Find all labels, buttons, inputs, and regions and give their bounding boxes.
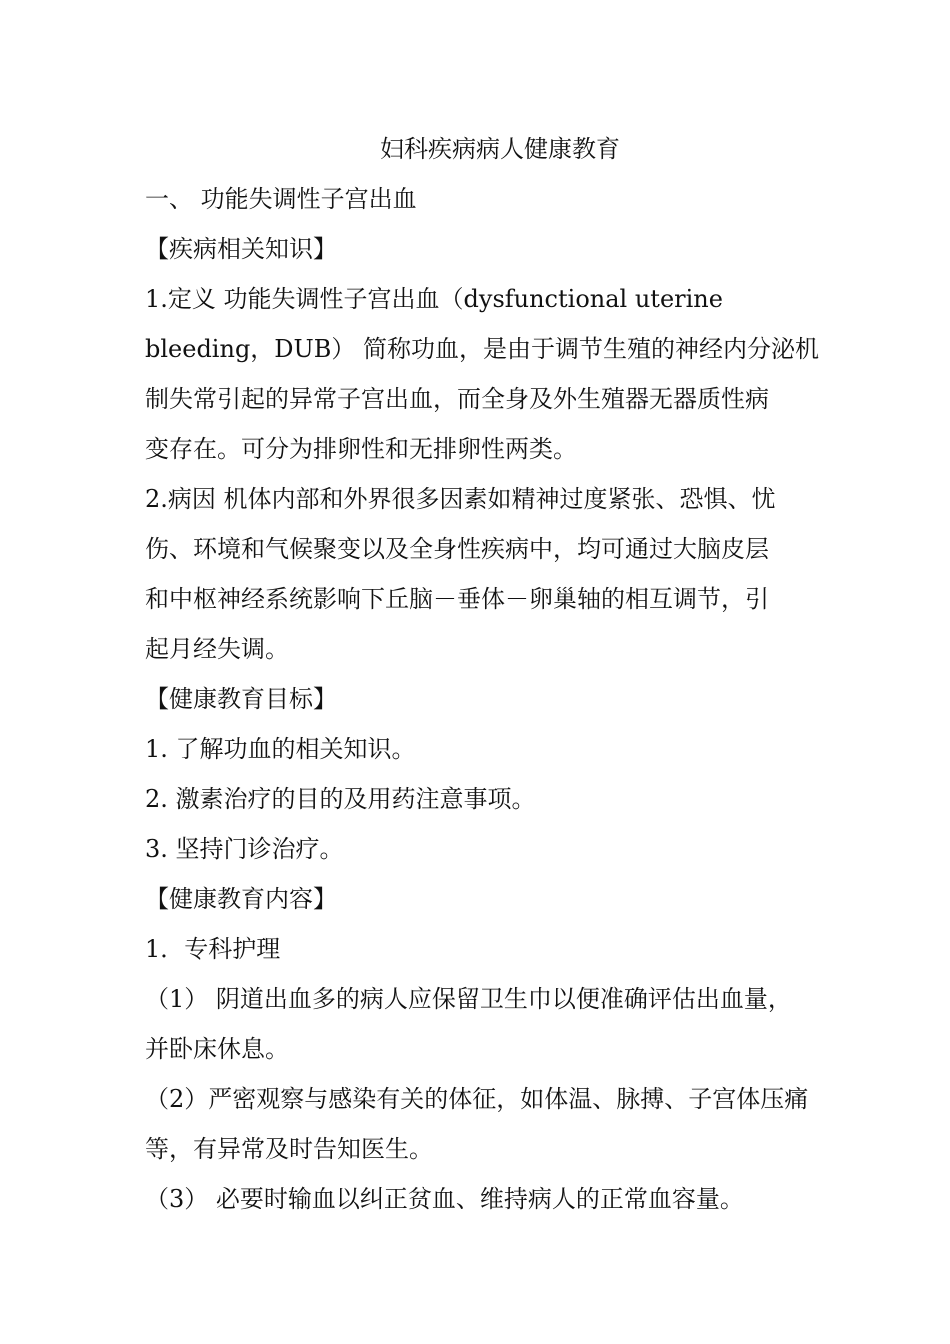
list-item: 3. 坚持门诊治疗。 — [145, 835, 344, 863]
paragraph-line: 制失常引起的异常子宫出血，而全身及外生殖器无器质性病 — [145, 385, 769, 413]
subsection-heading: 【健康教育内容】 — [145, 885, 337, 913]
subsection-heading: 【健康教育目标】 — [145, 685, 337, 713]
paragraph-line: 起月经失调。 — [145, 635, 289, 663]
paragraph-line: 等，有异常及时告知医生。 — [145, 1135, 433, 1163]
paragraph-line: 1.定义 功能失调性子宫出血（dysfunctional uterine — [145, 285, 723, 313]
paragraph-line: 和中枢神经系统影响下丘脑－垂体－卵巢轴的相互调节，引 — [145, 585, 769, 613]
list-item: 2. 激素治疗的目的及用药注意事项。 — [145, 785, 536, 813]
paragraph-line: （2）严密观察与感染有关的体征，如体温、脉搏、子宫体压痛 — [145, 1085, 809, 1113]
list-item: 1. 了解功血的相关知识。 — [145, 735, 416, 763]
paragraph-line: 伤、环境和气候聚变以及全身性疾病中，均可通过大脑皮层 — [145, 535, 769, 563]
paragraph-line: 2.病因 机体内部和外界很多因素如精神过度紧张、恐惧、忧 — [145, 485, 776, 513]
paragraph-line: （1） 阴道出血多的病人应保留卫生巾以便准确评估出血量， — [145, 985, 792, 1013]
paragraph-line: 变存在。可分为排卵性和无排卵性两类。 — [145, 435, 577, 463]
paragraph-line: 并卧床休息。 — [145, 1035, 289, 1063]
paragraph-line: bleeding，DUB） 简称功血，是由于调节生殖的神经内分泌机 — [145, 335, 820, 363]
paragraph-line: （3） 必要时输血以纠正贫血、维持病人的正常血容量。 — [145, 1185, 744, 1213]
list-item: 1．专科护理 — [145, 935, 281, 963]
section-heading: 一、 功能失调性子宫出血 — [145, 185, 417, 213]
page-title: 妇科疾病病人健康教育 — [380, 135, 620, 163]
subsection-heading: 【疾病相关知识】 — [145, 235, 337, 263]
